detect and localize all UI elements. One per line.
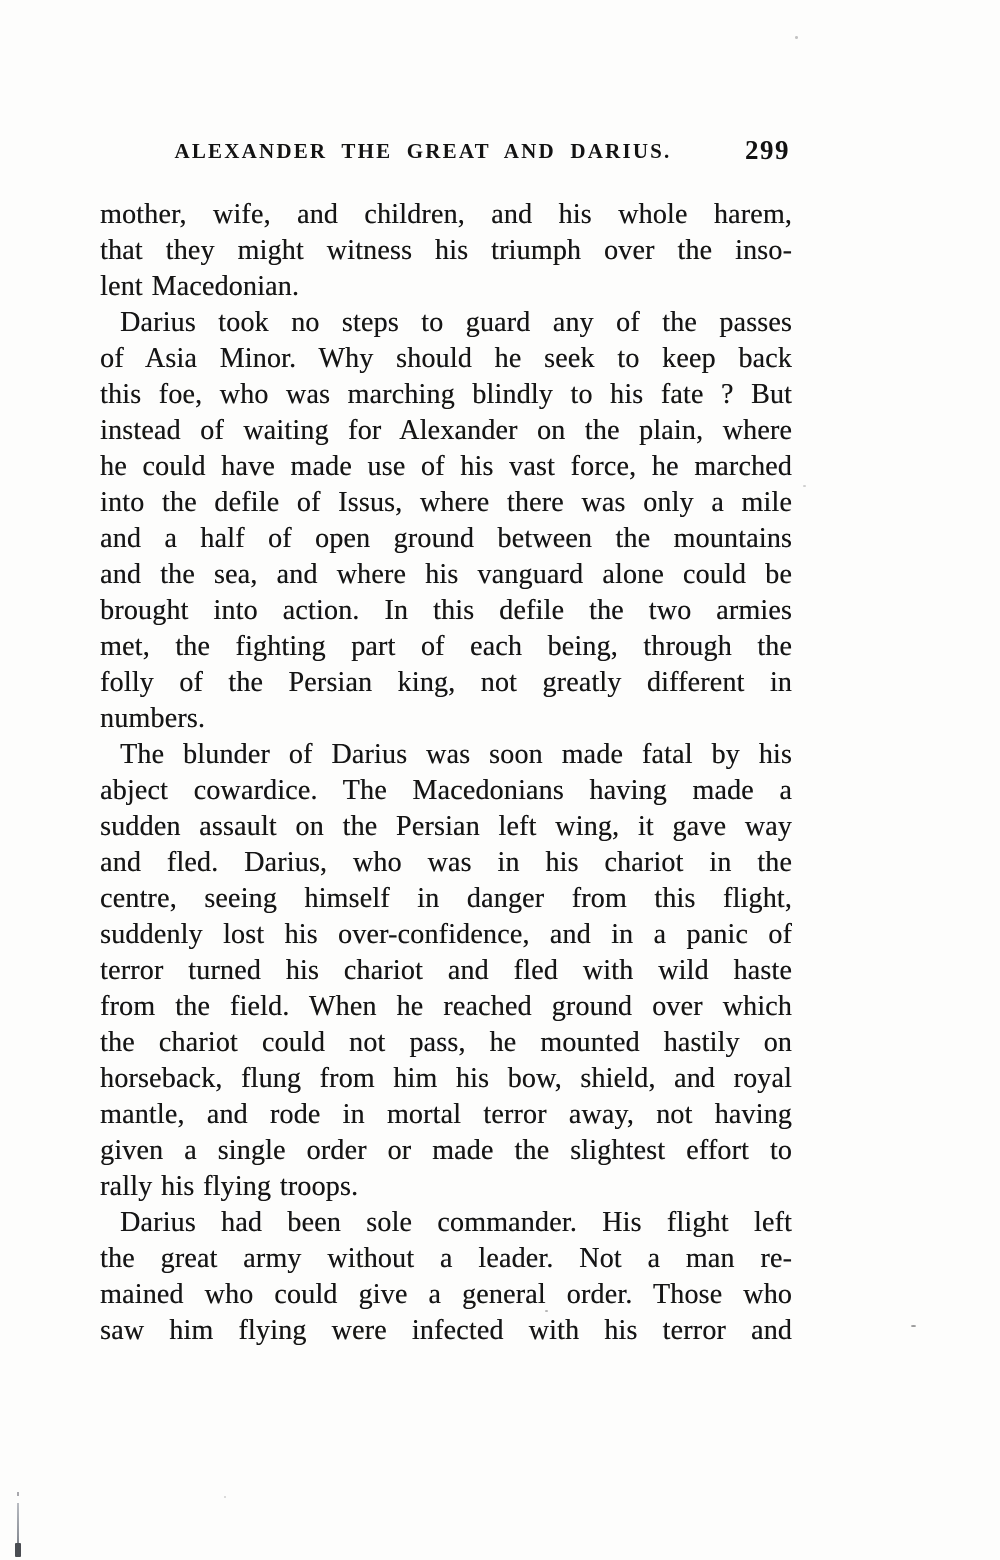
text-line: numbers. <box>100 703 206 734</box>
paragraph <box>100 197 792 305</box>
text-line: and a half of open ground between the mountains <box>100 523 792 554</box>
text-line: and fled. Darius, who was in his chariot in the <box>100 847 792 878</box>
text-line: Darius had been sole commander. His flight left <box>120 1207 792 1238</box>
paragraph <box>100 737 792 1205</box>
text-line: folly of the Persian king, not greatly different in <box>100 667 792 698</box>
text-line: instead of waiting for Alexander on the plain, where <box>100 415 792 446</box>
text-line: he could have made use of his vast force, he marched <box>100 451 792 482</box>
text-line: met, the fighting part of each being, through the <box>100 631 792 662</box>
text-line: of Asia Minor. Why should he seek to keep back <box>100 343 792 374</box>
scan-speck <box>224 1496 226 1498</box>
text-line: from the field. When he reached ground over which <box>100 991 792 1022</box>
text-line: abject cowardice. The Macedonians having made a <box>100 775 792 806</box>
scan-speck <box>795 36 798 39</box>
running-header <box>100 135 792 171</box>
text-line: that they might witness his triumph over the inso- <box>100 235 792 266</box>
page-number: 299 <box>745 135 790 165</box>
scan-speck <box>803 485 806 487</box>
scan-speck <box>911 1325 916 1327</box>
scan-artifact-blob <box>15 1543 21 1557</box>
text-line: rally his flying troops. <box>100 1171 359 1202</box>
page-title: ALEXANDER THE GREAT AND DARIUS. <box>174 139 672 163</box>
scan-speck <box>545 1310 548 1312</box>
text-line: given a single order or made the slightest effort to <box>100 1135 792 1166</box>
scan-artifact-tick <box>17 1492 19 1496</box>
text-line: and the sea, and where his vanguard alone could be <box>100 559 792 590</box>
text-line: the great army without a leader. Not a man re- <box>100 1243 792 1274</box>
text-line: centre, seeing himself in danger from this flight, <box>100 883 792 914</box>
text-line: saw him flying were infected with his terror and <box>100 1315 792 1346</box>
text-line: sudden assault on the Persian left wing, it gave way <box>100 811 792 842</box>
text-line: this foe, who was marching blindly to his fate ? But <box>100 379 792 410</box>
text-line: mantle, and rode in mortal terror away, not having <box>100 1099 792 1130</box>
text-line: Darius took no steps to guard any of the passes <box>120 307 792 338</box>
text-line: The blunder of Darius was soon made fatal by his <box>120 739 792 770</box>
paragraph <box>100 305 792 737</box>
text-block <box>100 197 792 1349</box>
text-line: lent Macedonian. <box>100 271 300 302</box>
text-line: horseback, flung from him his bow, shield, and royal <box>100 1063 792 1094</box>
paragraph <box>100 1205 792 1349</box>
text-line: brought into action. In this defile the two armies <box>100 595 792 626</box>
text-line: suddenly lost his over-confidence, and in a panic of <box>100 919 792 950</box>
text-line: mained who could give a general order. Those who <box>100 1279 792 1310</box>
text-line: mother, wife, and children, and his whole harem, <box>100 199 792 230</box>
text-line: into the defile of Issus, where there was only a mile <box>100 487 792 518</box>
text-line: terror turned his chariot and fled with wild haste <box>100 955 792 986</box>
text-line: the chariot could not pass, he mounted hastily on <box>100 1027 792 1058</box>
